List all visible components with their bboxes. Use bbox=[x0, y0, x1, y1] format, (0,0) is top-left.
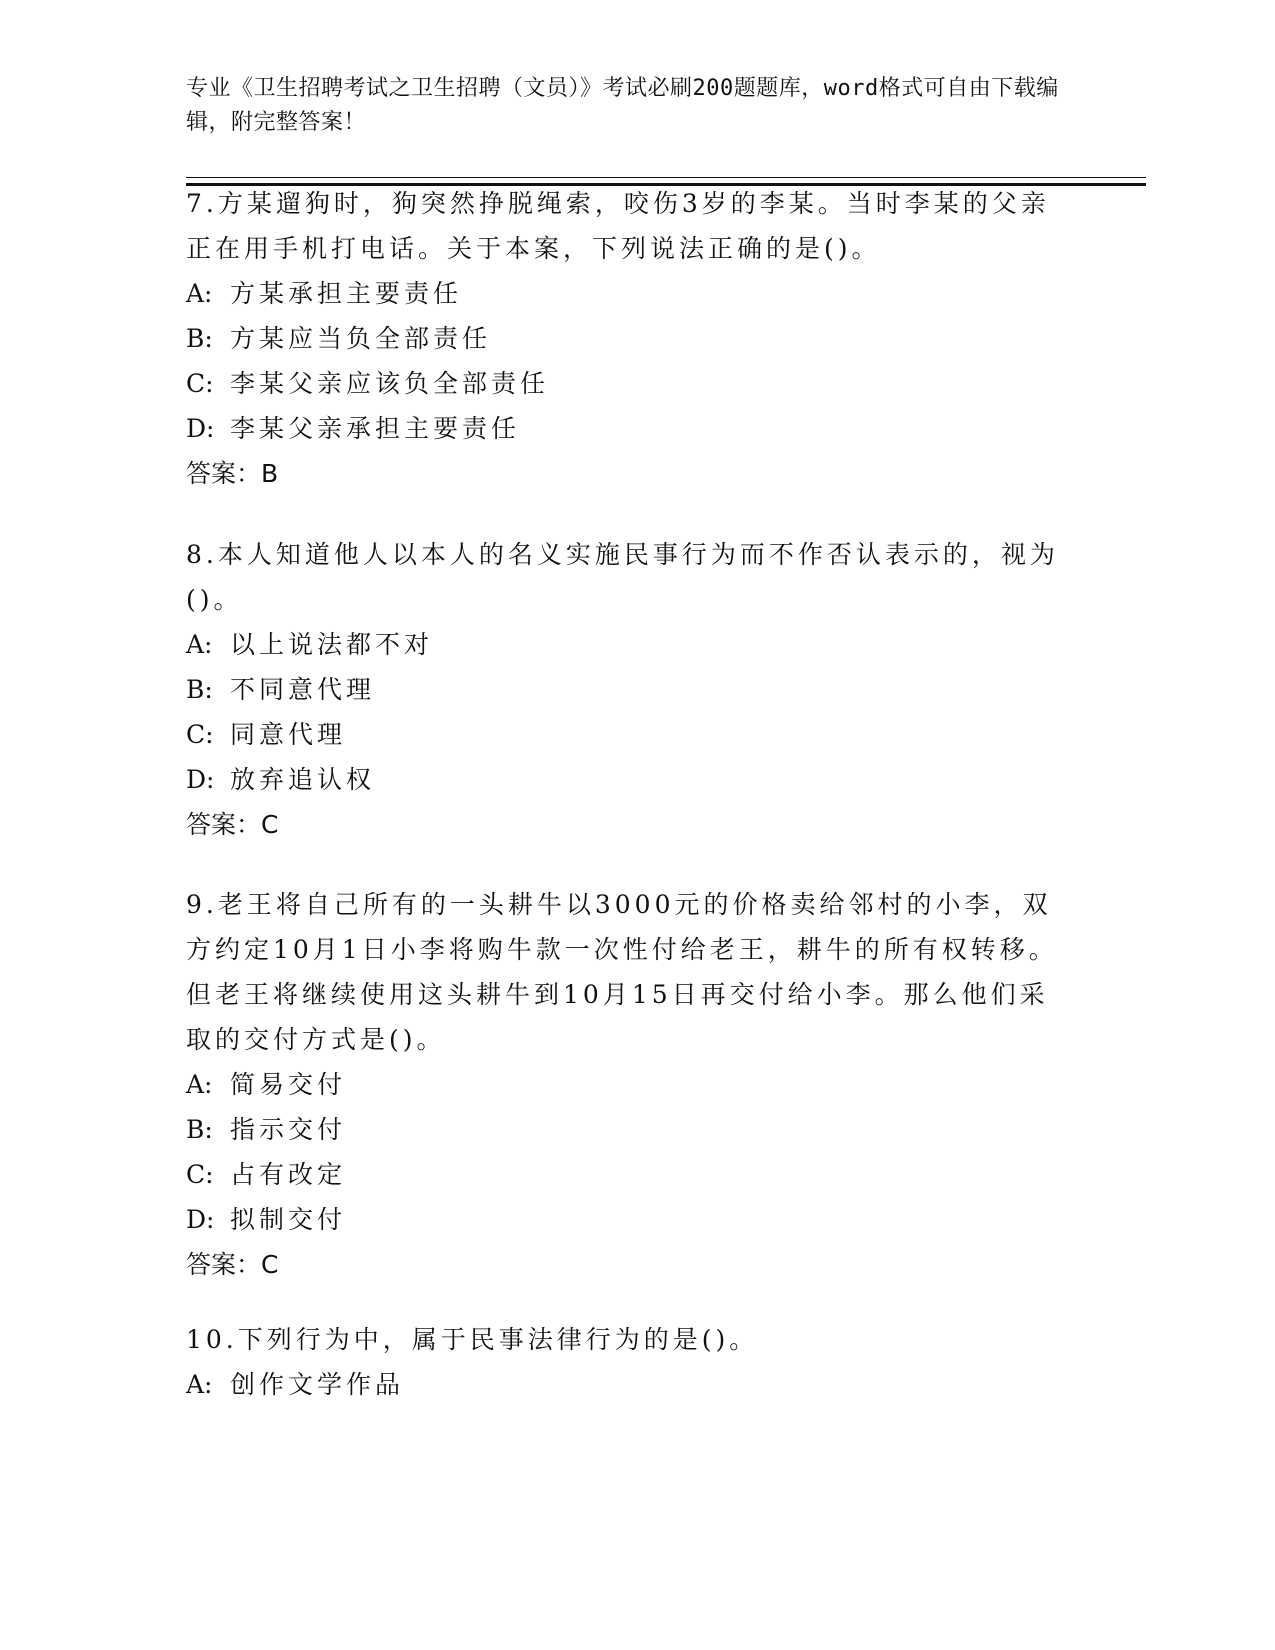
option-text: 李某父亲承担主要责任 bbox=[230, 414, 521, 443]
answer-label: 答案：B bbox=[186, 459, 279, 488]
option-text: 同意代理 bbox=[230, 720, 347, 749]
option-a bbox=[186, 622, 1066, 667]
answer-label: 答案：C bbox=[186, 810, 279, 839]
option-letter: A: bbox=[186, 279, 213, 308]
option-letter: B: bbox=[186, 675, 213, 704]
option-c bbox=[186, 361, 1066, 406]
option-c bbox=[186, 712, 1066, 757]
question-7 bbox=[186, 181, 1066, 496]
option-b bbox=[186, 667, 1066, 712]
question-stem: 7.方某遛狗时，狗突然挣脱绳索，咬伤3岁的李某。当时李某的父亲正在用手机打电话。关于本案，下列说法正确的是()。 bbox=[186, 189, 1050, 263]
question-stem: 10.下列行为中，属于民事法律行为的是()。 bbox=[186, 1325, 759, 1354]
option-b bbox=[186, 1107, 1066, 1152]
header-rule-thin bbox=[186, 177, 1146, 178]
option-text: 拟制交付 bbox=[230, 1205, 347, 1234]
option-letter: B: bbox=[186, 1115, 213, 1144]
question-stem: 8.本人知道他人以本人的名义实施民事行为而不作否认表示的，视为()。 bbox=[186, 540, 1059, 614]
option-a bbox=[186, 1062, 1066, 1107]
option-a bbox=[186, 1362, 1066, 1407]
question-10 bbox=[186, 1317, 1066, 1407]
option-text: 指示交付 bbox=[230, 1115, 347, 1144]
option-letter: A: bbox=[186, 630, 213, 659]
option-text: 方某承担主要责任 bbox=[230, 279, 463, 308]
answer-label: 答案：C bbox=[186, 1250, 279, 1279]
option-text: 简易交付 bbox=[230, 1070, 347, 1099]
option-text: 方某应当负全部责任 bbox=[230, 324, 492, 353]
option-letter: A: bbox=[186, 1070, 213, 1099]
option-d bbox=[186, 406, 1066, 451]
option-d bbox=[186, 1197, 1066, 1242]
option-text: 占有改定 bbox=[230, 1160, 347, 1189]
option-letter: D: bbox=[186, 1205, 215, 1234]
option-a bbox=[186, 271, 1066, 316]
option-text: 放弃追认权 bbox=[230, 765, 376, 794]
question-8 bbox=[186, 532, 1066, 847]
option-text: 李某父亲应该负全部责任 bbox=[230, 369, 550, 398]
question-stem: 9.老王将自己所有的一头耕牛以3000元的价格卖给邻村的小李，双方约定10月1日小李将购牛款一次性付给老王，耕牛的所有权转移。但老王将继续使用这头耕牛到10月15日再交付给小李。那么他们采取的交付方式是()。 bbox=[186, 890, 1058, 1054]
option-letter: D: bbox=[186, 414, 215, 443]
option-letter: C: bbox=[186, 1160, 214, 1189]
header-note: 专业《卫生招聘考试之卫生招聘（文员）》考试必刷200题题库，word格式可自由下载编辑，附完整答案！ bbox=[186, 76, 1059, 135]
option-b bbox=[186, 316, 1066, 361]
option-d bbox=[186, 757, 1066, 802]
option-text: 创作文学作品 bbox=[230, 1370, 405, 1399]
option-text: 不同意代理 bbox=[230, 675, 376, 704]
option-letter: C: bbox=[186, 720, 214, 749]
option-letter: A: bbox=[186, 1370, 213, 1399]
option-text: 以上说法都不对 bbox=[230, 630, 434, 659]
option-c bbox=[186, 1152, 1066, 1197]
option-letter: B: bbox=[186, 324, 213, 353]
option-letter: C: bbox=[186, 369, 214, 398]
question-9 bbox=[186, 882, 1066, 1287]
option-letter: D: bbox=[186, 765, 215, 794]
